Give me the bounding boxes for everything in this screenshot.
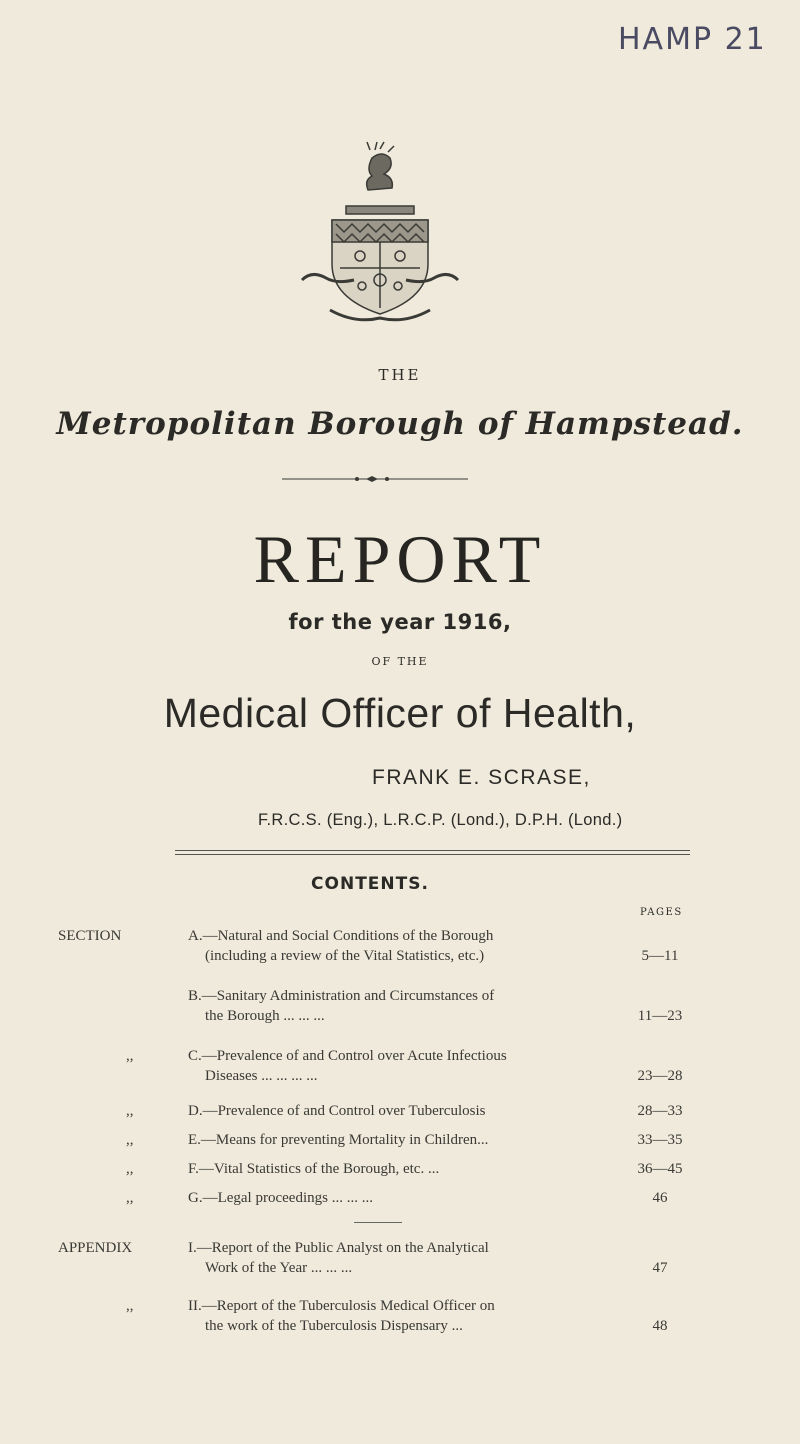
toc-line: D.—Prevalence of and Control over Tuberculosis: [188, 1103, 486, 1119]
toc-pages: 48: [652, 1318, 668, 1334]
header-the: THE: [378, 366, 422, 384]
ditto-mark: ,,: [126, 1190, 134, 1206]
toc-pages: 5—11: [641, 948, 679, 964]
toc-entry-d: [188, 1101, 628, 1121]
section-label: SECTION: [58, 928, 122, 944]
borough-crest-icon: [300, 140, 460, 330]
toc-pages: 23—28: [637, 1068, 683, 1084]
divider-rule: [175, 854, 690, 855]
author-name: FRANK E. SCRASE,: [372, 766, 591, 789]
toc-pages: 47: [652, 1260, 668, 1276]
ditto-mark: ,,: [126, 1298, 134, 1314]
divider-ornament-icon: [282, 472, 468, 486]
toc-entry-b: [188, 986, 628, 1026]
ditto-mark: ,,: [126, 1103, 134, 1119]
ditto-mark: ,,: [126, 1132, 134, 1148]
toc-line: E.—Means for preventing Mortality in Children...: [188, 1132, 489, 1148]
toc-line: Diseases ... ... ... ...: [205, 1068, 318, 1084]
toc-line: the work of the Tuberculosis Dispensary ...: [205, 1318, 463, 1334]
toc-entry-f: [188, 1159, 628, 1179]
toc-line: I.—Report of the Public Analyst on the Analytical: [188, 1240, 489, 1256]
toc-line: the Borough ... ... ...: [205, 1008, 325, 1024]
toc-pages: 28—33: [637, 1103, 683, 1119]
toc-pages: 33—35: [637, 1132, 683, 1148]
ditto-mark: ,,: [126, 1048, 134, 1064]
contents-heading: CONTENTS.: [311, 874, 429, 894]
toc-appendix-2: [188, 1296, 628, 1336]
toc-entry-g: [188, 1188, 628, 1208]
pages-column-header: PAGES: [640, 907, 683, 918]
appendix-label: APPENDIX: [58, 1240, 133, 1256]
toc-entry-a: [188, 926, 628, 966]
ditto-mark: ,,: [126, 1161, 134, 1177]
toc-line: Work of the Year ... ... ...: [205, 1260, 353, 1276]
divider-rule: [175, 850, 690, 851]
officer-title: Medical Officer of Health,: [163, 690, 637, 736]
toc-line: C.—Prevalence of and Control over Acute Infectious: [188, 1048, 507, 1064]
author-qualifications: F.R.C.S. (Eng.), L.R.C.P. (Lond.), D.P.H. (Lond.): [258, 811, 623, 829]
toc-pages: 46: [652, 1190, 668, 1206]
toc-line: F.—Vital Statistics of the Borough, etc. ...: [188, 1161, 440, 1177]
of-the-label: OF THE: [371, 655, 429, 668]
borough-title: Metropolitan Borough of Hampstead.: [56, 406, 744, 442]
toc-entry-c: [188, 1046, 628, 1086]
toc-line: B.—Sanitary Administration and Circumstances of: [188, 988, 495, 1004]
section-separator: [354, 1222, 402, 1223]
toc-pages: 36—45: [637, 1161, 683, 1177]
toc-line: A.—Natural and Social Conditions of the Borough: [188, 928, 494, 944]
report-title: REPORT: [253, 521, 547, 597]
toc-pages: 11—23: [637, 1008, 683, 1024]
archive-reference: HAMP 21: [618, 22, 767, 57]
toc-entry-e: [188, 1130, 628, 1150]
toc-line: (including a review of the Vital Statistics, etc.): [205, 948, 485, 964]
toc-appendix-1: [188, 1238, 628, 1278]
toc-line: II.—Report of the Tuberculosis Medical Officer on: [188, 1298, 495, 1314]
report-year: for the year 1916,: [288, 610, 512, 634]
toc-line: G.—Legal proceedings ... ... ...: [188, 1190, 373, 1206]
